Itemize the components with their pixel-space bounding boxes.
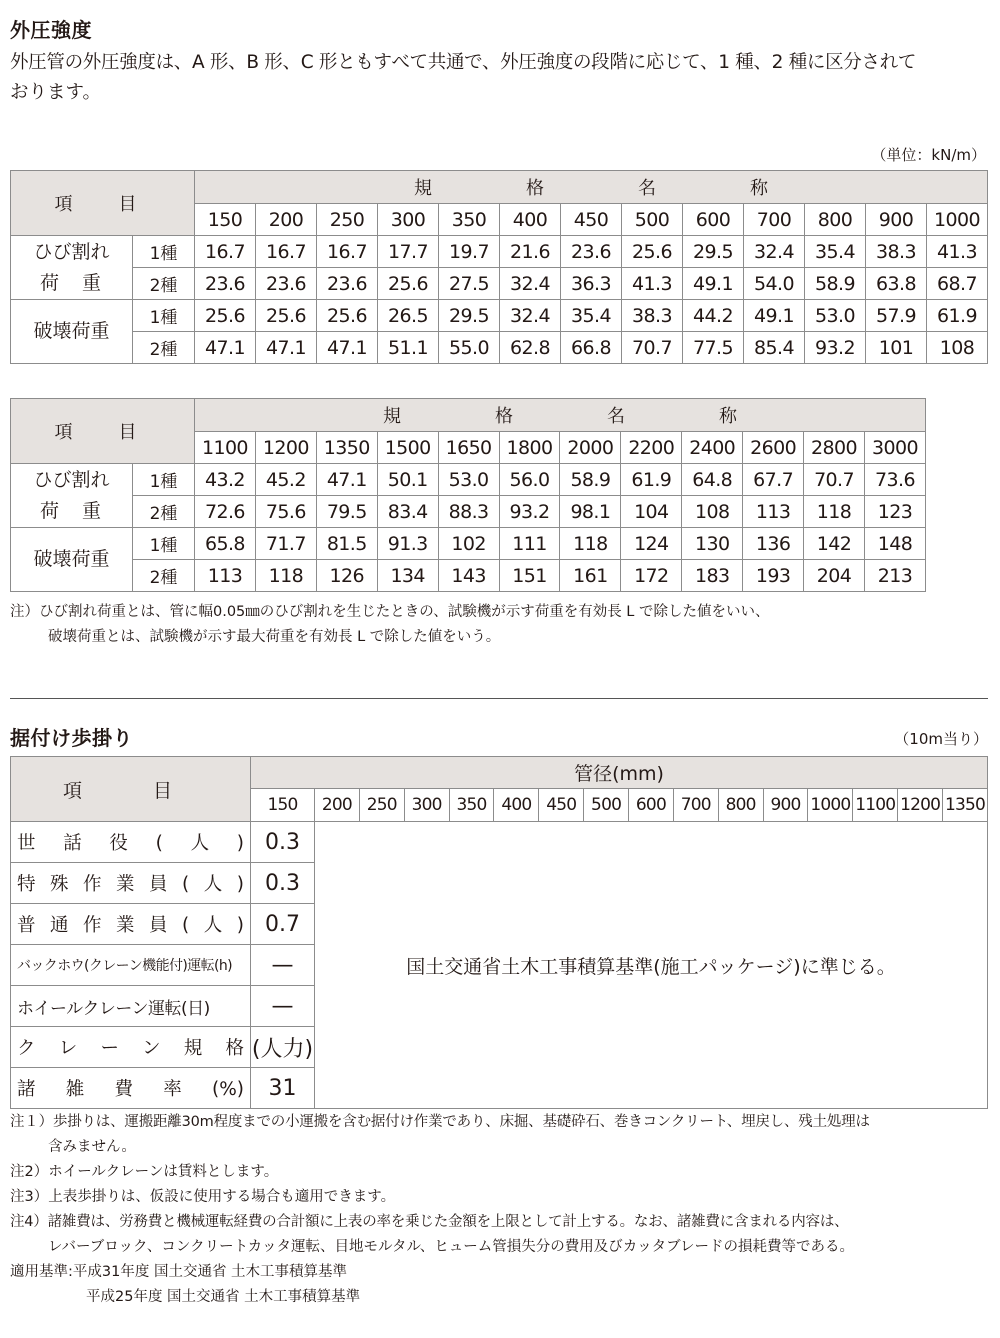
value-cell: 49.1 [744, 300, 805, 332]
value-cell: 53.0 [438, 464, 499, 496]
value-cell: 126 [316, 560, 377, 592]
item-label: ホイールクレーン運転(日) [11, 986, 251, 1027]
value-cell: 25.6 [622, 236, 683, 268]
value-cell: 29.5 [439, 300, 500, 332]
value-cell: 193 [743, 560, 804, 592]
item-label: 諸雑費率(%) [11, 1068, 251, 1109]
value-cell: 23.6 [195, 268, 256, 300]
table-row [11, 560, 926, 592]
class-label: 1種 [133, 236, 195, 268]
value-cell: 136 [743, 528, 804, 560]
value-cell: 38.3 [866, 236, 927, 268]
value-cell: 93.2 [499, 496, 560, 528]
load-type-label-line-2: 荷 重 [39, 271, 103, 294]
size-header-cell: 2800 [804, 432, 865, 464]
table-row [11, 822, 988, 863]
value-cell: 73.6 [864, 464, 925, 496]
value-cell: 25.6 [256, 300, 317, 332]
class-label: 1種 [133, 300, 195, 332]
applied-standard-1: 適用基準:平成31年度 国土交通省 土木工事積算基準 [10, 1264, 348, 1280]
value-cell: 63.8 [866, 268, 927, 300]
size-header-cell: 1200 [255, 432, 316, 464]
size-header-cell: 600 [683, 204, 744, 236]
value-cell: 57.9 [866, 300, 927, 332]
value-cell: 161 [560, 560, 621, 592]
size-header-cell: 300 [378, 204, 439, 236]
value-cell: 56.0 [499, 464, 560, 496]
value-cell: 142 [804, 528, 865, 560]
table-row [11, 268, 988, 300]
intro-text [10, 48, 995, 108]
value-cell: 0.3 [251, 822, 315, 863]
value-cell: 19.7 [439, 236, 500, 268]
size-header-cell: 700 [673, 789, 718, 822]
value-cell: 0.3 [251, 863, 315, 904]
load-type-label-line-2: 荷 重 [39, 499, 103, 522]
size-header-cell: 1800 [499, 432, 560, 464]
value-cell: 104 [621, 496, 682, 528]
size-header-cell: 800 [718, 789, 763, 822]
value-cell: 98.1 [560, 496, 621, 528]
value-cell: 70.7 [622, 332, 683, 364]
value-cell: 53.0 [805, 300, 866, 332]
size-header-cell: 1000 [808, 789, 853, 822]
value-cell: 23.6 [256, 268, 317, 300]
note-2-1-line-1: 注１）歩掛りは、運搬距離30m程度までの小運搬を含む据付け作業であり、床掘、基礎砕石、巻きコンクリート、埋戻し、残土処理は [10, 1114, 870, 1130]
item-header: 項 目 [11, 171, 195, 236]
size-header-cell: 150 [251, 789, 315, 822]
value-cell: 47.1 [256, 332, 317, 364]
value-cell: 134 [377, 560, 438, 592]
class-label: 2種 [133, 560, 195, 592]
value-cell: 108 [682, 496, 743, 528]
size-header-cell: 500 [622, 204, 683, 236]
value-cell: 32.4 [744, 236, 805, 268]
merged-standard-note: 国土交通省土木工事積算基準(施工パッケージ)に準じる。 [315, 822, 988, 1109]
value-cell: 41.3 [622, 268, 683, 300]
size-header-cell: 500 [584, 789, 629, 822]
size-header-cell: 1500 [377, 432, 438, 464]
size-header-cell: 350 [449, 789, 494, 822]
value-cell: 35.4 [561, 300, 622, 332]
section-divider [10, 698, 988, 699]
note-2-2: 注2）ホイールクレーンは賃料とします。 [10, 1164, 279, 1180]
note-2-1-line-2: 含みません。 [48, 1139, 136, 1155]
value-cell: 58.9 [805, 268, 866, 300]
size-header-cell: 1000 [927, 204, 988, 236]
pipe-diameter-header: 管径(mm) [251, 757, 988, 789]
value-cell: 26.5 [378, 300, 439, 332]
section-title-external-pressure: 外圧強度 [10, 18, 92, 42]
intro-line-1: 外圧管の外圧強度は、A 形、B 形、C 形ともすべて共通で、外圧強度の段階に応じて、1 種、2 種に区分されて [10, 52, 917, 73]
value-cell: 49.1 [683, 268, 744, 300]
load-type-label [11, 236, 133, 300]
installation-table [10, 756, 988, 1109]
value-cell: 36.3 [561, 268, 622, 300]
item-header: 項 目 [11, 757, 251, 822]
value-cell: 66.8 [561, 332, 622, 364]
class-label: 2種 [133, 496, 195, 528]
item-header: 項 目 [11, 399, 195, 464]
class-label: 1種 [133, 464, 195, 496]
spec-header: 規 格 名 称 [195, 399, 926, 432]
value-cell: 118 [560, 528, 621, 560]
value-cell: 72.6 [195, 496, 256, 528]
value-cell: 88.3 [438, 496, 499, 528]
item-label: 特殊作業員(人) [11, 863, 251, 904]
note-1-line-1: 注）ひび割れ荷重とは、管に幅0.05㎜のひび割れを生じたときの、試験機が示す荷重を有効長 L で除した値をいい、 [10, 604, 770, 620]
size-header-cell: 250 [317, 204, 378, 236]
value-cell: 93.2 [805, 332, 866, 364]
value-cell: 108 [927, 332, 988, 364]
value-cell: 29.5 [683, 236, 744, 268]
value-cell: 148 [864, 528, 925, 560]
size-header-cell: 150 [195, 204, 256, 236]
value-cell: 101 [866, 332, 927, 364]
value-cell: 61.9 [621, 464, 682, 496]
value-cell: 47.1 [316, 464, 377, 496]
table-row [11, 464, 926, 496]
value-cell: 172 [621, 560, 682, 592]
value-cell: 45.2 [255, 464, 316, 496]
value-cell: 47.1 [195, 332, 256, 364]
size-header-cell: 700 [744, 204, 805, 236]
value-cell: 38.3 [622, 300, 683, 332]
value-cell: 32.4 [500, 300, 561, 332]
value-cell: 25.6 [378, 268, 439, 300]
size-header-cell: 2600 [743, 432, 804, 464]
load-type-label-line-1: ひび割れ [33, 468, 110, 491]
value-cell: 61.9 [927, 300, 988, 332]
size-header-cell: 400 [500, 204, 561, 236]
value-cell: 21.6 [500, 236, 561, 268]
value-cell: 16.7 [256, 236, 317, 268]
value-cell: 16.7 [195, 236, 256, 268]
value-cell: 123 [864, 496, 925, 528]
external-pressure-table-1 [10, 170, 988, 364]
size-header-cell: 1100 [853, 789, 898, 822]
size-header-cell: 400 [494, 789, 539, 822]
value-cell: 71.7 [255, 528, 316, 560]
load-type-label-line-1: ひび割れ [33, 240, 110, 263]
class-label: 1種 [133, 528, 195, 560]
value-cell: 23.6 [317, 268, 378, 300]
value-cell: 51.1 [378, 332, 439, 364]
size-header-cell: 1350 [943, 789, 988, 822]
value-cell: 81.5 [316, 528, 377, 560]
value-cell: 58.9 [560, 464, 621, 496]
value-cell: 27.5 [439, 268, 500, 300]
size-header-cell: 1650 [438, 432, 499, 464]
value-cell: — [251, 945, 315, 986]
value-cell: 0.7 [251, 904, 315, 945]
value-cell: 16.7 [317, 236, 378, 268]
value-cell: 143 [438, 560, 499, 592]
item-label: バックホウ(クレーン機能付)運転(h) [11, 945, 251, 986]
item-label: 世話役(人) [11, 822, 251, 863]
value-cell: 79.5 [316, 496, 377, 528]
value-cell: 17.7 [378, 236, 439, 268]
value-cell: 213 [864, 560, 925, 592]
value-cell: 65.8 [195, 528, 256, 560]
table-row [11, 236, 988, 268]
item-label: クレーン規格 [11, 1027, 251, 1068]
value-cell: 62.8 [500, 332, 561, 364]
value-cell: 67.7 [743, 464, 804, 496]
value-cell: 25.6 [195, 300, 256, 332]
unit-label: （単位：kN/m） [871, 146, 986, 164]
value-cell: 64.8 [682, 464, 743, 496]
value-cell: 68.7 [927, 268, 988, 300]
value-cell: — [251, 986, 315, 1027]
value-cell: 77.5 [683, 332, 744, 364]
per-10m-label: （10m当り） [894, 730, 988, 748]
value-cell: 113 [743, 496, 804, 528]
size-header-cell: 3000 [864, 432, 925, 464]
value-cell: 75.6 [255, 496, 316, 528]
class-label: 2種 [133, 332, 195, 364]
size-header-cell: 1200 [898, 789, 943, 822]
load-type-label-line-1: 破壊荷重 [33, 548, 110, 570]
spec-header: 規 格 名 称 [195, 171, 988, 204]
load-type-label [11, 528, 133, 592]
value-cell: 118 [804, 496, 865, 528]
external-pressure-table-2 [10, 398, 926, 592]
size-header-cell: 450 [561, 204, 622, 236]
size-header-cell: 350 [439, 204, 500, 236]
size-header-cell: 1100 [195, 432, 256, 464]
size-header-cell: 2200 [621, 432, 682, 464]
value-cell: 55.0 [439, 332, 500, 364]
size-header-cell: 1350 [316, 432, 377, 464]
value-cell: 111 [499, 528, 560, 560]
item-label: 普通作業員(人) [11, 904, 251, 945]
table-row [11, 496, 926, 528]
value-cell: 130 [682, 528, 743, 560]
value-cell: 25.6 [317, 300, 378, 332]
value-cell: 183 [682, 560, 743, 592]
value-cell: 41.3 [927, 236, 988, 268]
table-row [11, 300, 988, 332]
table-row [11, 528, 926, 560]
note-2-4-line-2: レバーブロック、コンクリートカッタ運転、目地モルタル、ヒューム管損失分の費用及びカッタブレードの損耗費等である。 [48, 1239, 855, 1255]
value-cell: 43.2 [195, 464, 256, 496]
value-cell: 31 [251, 1068, 315, 1109]
size-header-cell: 2000 [560, 432, 621, 464]
size-header-cell: 450 [539, 789, 584, 822]
note-crack-load [10, 600, 995, 650]
size-header-cell: 2400 [682, 432, 743, 464]
size-header-cell: 300 [404, 789, 449, 822]
value-cell: 35.4 [805, 236, 866, 268]
value-cell: 70.7 [804, 464, 865, 496]
intro-line-2: おります。 [10, 82, 102, 103]
value-cell: 91.3 [377, 528, 438, 560]
value-cell: 85.4 [744, 332, 805, 364]
load-type-label-line-1: 破壊荷重 [33, 320, 110, 342]
size-header-cell: 250 [359, 789, 404, 822]
table-row [11, 332, 988, 364]
value-cell: 204 [804, 560, 865, 592]
value-cell: (人力) [251, 1027, 315, 1068]
value-cell: 32.4 [500, 268, 561, 300]
value-cell: 50.1 [377, 464, 438, 496]
value-cell: 113 [195, 560, 256, 592]
section-title-installation: 据付け歩掛り [10, 726, 133, 750]
size-header-cell: 900 [763, 789, 808, 822]
note-2-4-line-1: 注4）諸雑費は、労務費と機械運転経費の合計額に上表の率を乗じた金額を上限として計上する。なお、諸雑費に含まれる内容は、 [10, 1214, 849, 1230]
load-type-label [11, 464, 133, 528]
size-header-cell: 600 [629, 789, 674, 822]
load-type-label [11, 300, 133, 364]
value-cell: 151 [499, 560, 560, 592]
class-label: 2種 [133, 268, 195, 300]
size-header-cell: 200 [315, 789, 360, 822]
value-cell: 44.2 [683, 300, 744, 332]
note-2-3: 注3）上表歩掛りは、仮設に使用する場合も適用できます。 [10, 1189, 396, 1205]
applied-standard-2: 平成25年度 国土交通省 土木工事積算基準 [86, 1289, 361, 1305]
value-cell: 47.1 [317, 332, 378, 364]
value-cell: 102 [438, 528, 499, 560]
value-cell: 124 [621, 528, 682, 560]
size-header-cell: 800 [805, 204, 866, 236]
value-cell: 83.4 [377, 496, 438, 528]
note-1-line-2: 破壊荷重とは、試験機が示す最大荷重を有効長 L で除した値をいう。 [48, 629, 501, 645]
size-header-cell: 900 [866, 204, 927, 236]
size-header-cell: 200 [256, 204, 317, 236]
value-cell: 118 [255, 560, 316, 592]
installation-notes [10, 1110, 995, 1310]
value-cell: 54.0 [744, 268, 805, 300]
value-cell: 23.6 [561, 236, 622, 268]
